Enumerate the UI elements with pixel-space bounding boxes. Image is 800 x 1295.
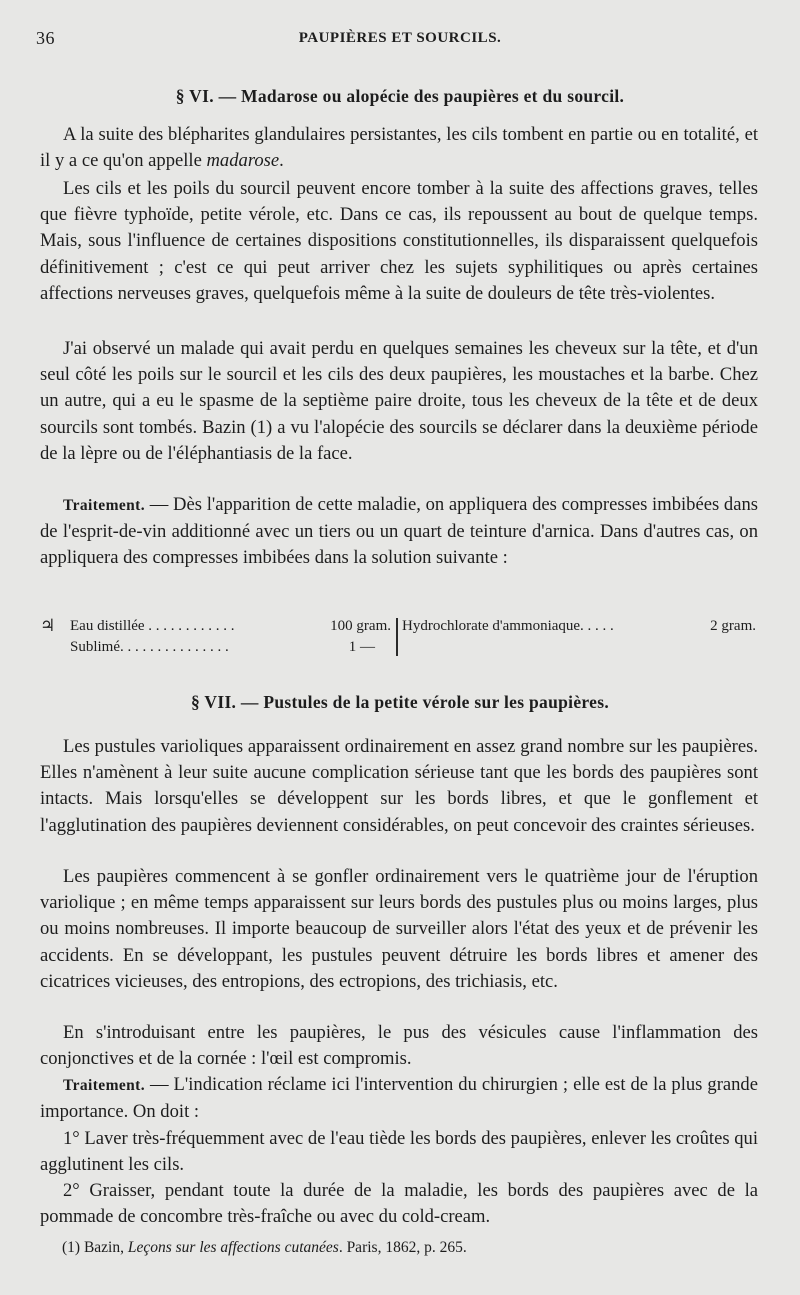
prescription-divider <box>396 618 398 656</box>
list-item: 1° Laver très-fréquemment avec de l'eau tiède les bords des paupières, enlever les croûtes qui agglutinent les cils. <box>40 1128 758 1176</box>
paragraph: Les paupières commencent à se gonfler ordinairement vers le quatrième jour de l'éruption variolique ; en même temps apparaissent sur leurs bords des pustules plus ou moins larges, plus ou moins nombreuses. Il importe beaucoup de surveiller alors l'état des yeux et de prévenir les accidents. En se développant, les pustules peuvent détruire les bords libres et amener des cicatrices vicieuses, des entropions, des ectropions, des trichiasis, etc. <box>40 866 758 992</box>
paragraph: En s'introduisant entre les paupières, le pus des vésicules cause l'inflammation des conjonctives et de la cornée : l'œil est compromis. <box>40 1022 758 1070</box>
ingredient-quantity: 1 — <box>348 639 375 655</box>
treatment-label: Traitement. <box>63 497 146 514</box>
ingredient-quantity: 2 gram. <box>710 618 756 634</box>
paragraph: Les pustules varioliques apparaissent ordinairement en assez grand nombre sur les paupières. Elles n'amènent à leur suite aucune complication sérieuse tant que les bords des paupières sont intacts. Mais lorsqu'elles se développent sur les bords libres, et que le gonflement et l'agglutination des paupières deviennent considérables, on peut concevoir des craintes sérieuses. <box>40 736 758 836</box>
paragraph: Les cils et les poils du sourcil peuvent encore tomber à la suite des affections graves, telles que fièvre typhoïde, petite vérole, etc. Dans ce cas, ils repoussent au bout de quelque temps. Mais, sous l'influence de certaines dispositions constitutionnelles, ils disparaissent quelquefois définitivement ; c'est ce qui peut arriver chez les sujets syphilitiques ou après certaines affections nerveuses graves, quelquefois même à la suite de douleurs de tête très-violentes. <box>40 178 758 304</box>
section-title-vi: § VI. — Madarose ou alopécie des paupières et du sourcil. <box>175 86 625 106</box>
prescription-line <box>40 637 395 658</box>
ingredient-quantity: 100 gram. <box>330 618 391 634</box>
treatment-text: — Dès l'apparition de cette maladie, on appliquera des compresses imbibées dans de l'esprit-de-vin additionné avec un tiers ou un quart de teinture d'arnica. Dans d'autres cas, on appliquera des compresses imbibées dans la solution suivante : <box>40 494 758 569</box>
recipe-symbol: ♃ <box>40 616 56 635</box>
paragraph-end: . <box>279 150 284 172</box>
term-madarose: madarose <box>206 150 280 172</box>
prescription <box>40 616 760 660</box>
page-header <box>36 28 764 54</box>
ingredient-name: Hydrochlorate d'ammoniaque. . . . . <box>402 618 614 634</box>
footnote-marker: (1) Bazin, <box>62 1239 128 1256</box>
list-item: 2° Graisser, pendant toute la durée de la maladie, les bords des paupières avec de la pommade de concombre très-fraîche ou avec du cold-cream. <box>40 1180 758 1228</box>
prescription-line <box>40 616 395 637</box>
ingredient-name: Eau distillée . . . . . . . . . . . . <box>70 618 235 634</box>
footnote <box>62 1238 762 1258</box>
footnote-title: Leçons sur les affections cutanées <box>127 1239 339 1256</box>
treatment-label: Traitement. <box>63 1077 146 1094</box>
ingredient-name: Sublimé. . . . . . . . . . . . . . . <box>70 639 229 655</box>
paragraph: J'ai observé un malade qui avait perdu en quelques semaines les cheveux sur la tête, et d'un seul côté les poils sur le sourcil et les cils des deux paupières, les moustaches et la barbe. Chez un autre, qui a eu le spasme de la septième paire droite, tous les cheveux de la tête et de deux sourcils sont tombés. Bazin (1) a vu l'alopécie des sourcils se déclarer dans la deuxième période de la lèpre ou de l'éléphantiasis de la face. <box>40 338 758 464</box>
treatment-text: — L'indication réclame ici l'intervention du chirurgien ; elle est de la plus grande importance. On doit : <box>40 1074 758 1123</box>
treatment-paragraph <box>40 492 758 572</box>
prescription-right-column <box>402 616 760 637</box>
footnote-rest: . Paris, 1862, p. 265. <box>338 1239 467 1256</box>
section-title-vii: § VII. — Pustules de la petite vérole sur les paupières. <box>190 692 609 712</box>
paragraph <box>40 122 758 174</box>
page-number: 36 <box>36 28 55 48</box>
treatment-paragraph <box>40 1072 758 1125</box>
running-head: PAUPIÈRES ET SOURCILS. <box>298 30 502 46</box>
paragraph-text: A la suite des blépharites glandulaires persistantes, les cils tombent en partie ou en totalité, et il y a ce qu'on appelle <box>40 124 758 172</box>
prescription-left-column <box>40 616 395 658</box>
